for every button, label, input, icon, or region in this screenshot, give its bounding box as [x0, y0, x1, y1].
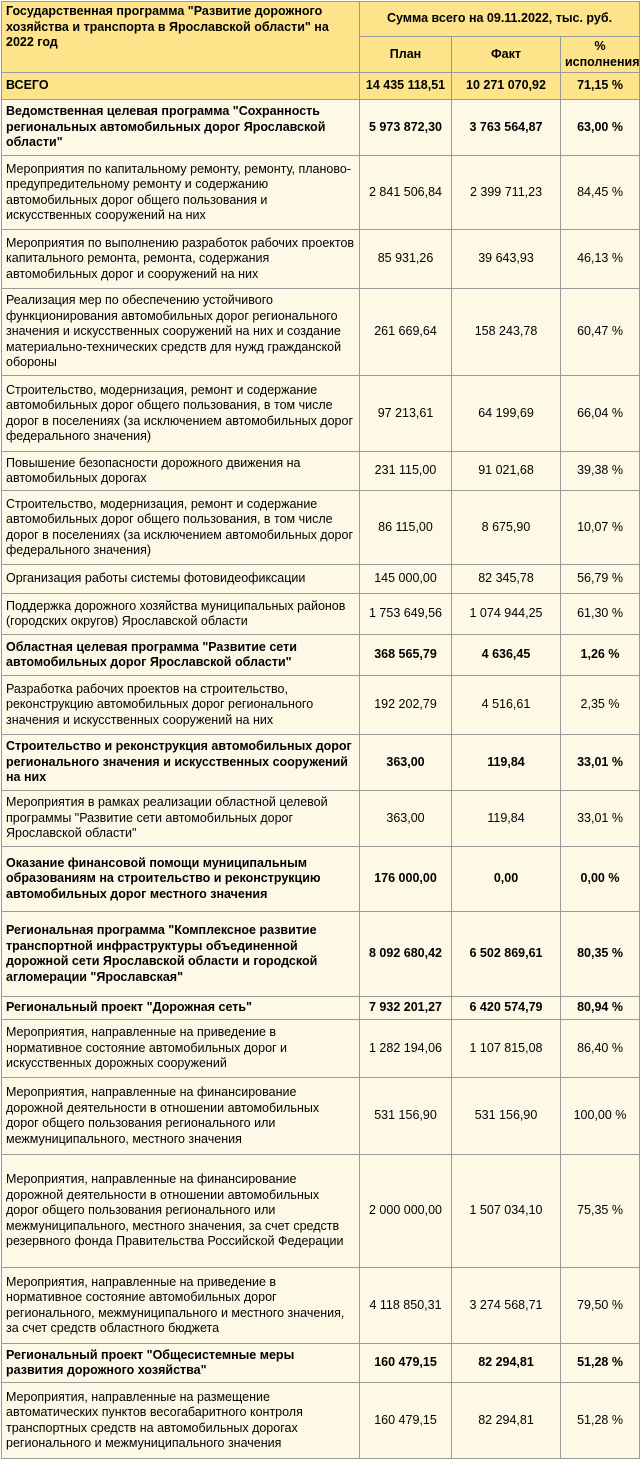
table-row [2, 1344, 640, 1383]
plan-header: План [360, 37, 452, 73]
row-fact: 2 399 711,23 [452, 156, 561, 230]
table-row [2, 1383, 640, 1459]
row-fact: 39 643,93 [452, 230, 561, 289]
row-name: Мероприятия, направленные на приведение в нормативное состояние автомобильных дорог и искусственных дорожных сооружений [2, 1020, 360, 1078]
row-fact: 64 199,69 [452, 376, 561, 452]
percent-header: % исполнения [561, 37, 640, 73]
row-fact: 4 636,45 [452, 635, 561, 676]
total-fact: 10 271 070,92 [452, 73, 561, 100]
row-fact: 91 021,68 [452, 452, 561, 491]
row-name: Мероприятия по выполнению разработок рабочих проектов капитального ремонта, ремонта, содержания автомобильных дорог и сооружений на них [2, 230, 360, 289]
row-plan: 8 092 680,42 [360, 912, 452, 997]
row-percent: 75,35 % [561, 1155, 640, 1268]
row-percent: 51,28 % [561, 1344, 640, 1383]
row-name: Разработка рабочих проектов на строительство, реконструкцию автомобильных дорог регионального значения и искусственных сооружений на них [2, 676, 360, 735]
row-plan: 1 282 194,06 [360, 1020, 452, 1078]
table-row [2, 491, 640, 565]
table-row [2, 676, 640, 735]
header-row [2, 2, 640, 37]
row-plan: 85 931,26 [360, 230, 452, 289]
row-percent: 51,28 % [561, 1383, 640, 1459]
row-name: Региональная программа "Комплексное развитие транспортной инфраструктуры объединенной дорожной сети Ярославской области и городской агломерации "Ярославская" [2, 912, 360, 997]
table-row [2, 735, 640, 791]
row-name: Организация работы системы фотовидеофиксации [2, 565, 360, 594]
row-fact: 158 243,78 [452, 289, 561, 376]
row-fact: 1 074 944,25 [452, 594, 561, 635]
total-label: ВСЕГО [2, 73, 360, 100]
row-fact: 3 274 568,71 [452, 1268, 561, 1344]
row-percent: 60,47 % [561, 289, 640, 376]
row-percent: 46,13 % [561, 230, 640, 289]
row-fact: 3 763 564,87 [452, 100, 561, 156]
row-name: Мероприятия по капитальному ремонту, ремонту, планово-предупредительному ремонту и содержанию автомобильных дорог общего пользования и искусственных сооружений на них [2, 156, 360, 230]
row-plan: 192 202,79 [360, 676, 452, 735]
row-plan: 7 932 201,27 [360, 997, 452, 1020]
row-fact: 82 294,81 [452, 1383, 561, 1459]
row-percent: 80,35 % [561, 912, 640, 997]
table-row [2, 230, 640, 289]
total-percent: 71,15 % [561, 73, 640, 100]
row-percent: 61,30 % [561, 594, 640, 635]
row-fact: 4 516,61 [452, 676, 561, 735]
program-title: Государственная программа "Развитие дорожного хозяйства и транспорта в Ярославской области" на 2022 год [2, 2, 360, 73]
table-row [2, 847, 640, 912]
row-name: Поддержка дорожного хозяйства муниципальных районов (городских округов) Ярославской области [2, 594, 360, 635]
row-plan: 160 479,15 [360, 1383, 452, 1459]
row-plan: 231 115,00 [360, 452, 452, 491]
table-row [2, 452, 640, 491]
row-plan: 2 000 000,00 [360, 1155, 452, 1268]
row-percent: 86,40 % [561, 1020, 640, 1078]
row-fact: 6 420 574,79 [452, 997, 561, 1020]
row-plan: 531 156,90 [360, 1078, 452, 1155]
total-plan: 14 435 118,51 [360, 73, 452, 100]
table-row [2, 156, 640, 230]
table-row [2, 289, 640, 376]
row-percent: 33,01 % [561, 791, 640, 847]
row-name: Реализация мер по обеспечению устойчивого функционирования автомобильных дорог регионального значения и искусственных сооружений на них и создание материально-технических средств для нужд гражданской обороны [2, 289, 360, 376]
table-row [2, 791, 640, 847]
row-name: Мероприятия, направленные на приведение в нормативное состояние автомобильных дорог регионального, межмуниципального и местного значения, за счет средств областного бюджета [2, 1268, 360, 1344]
row-plan: 2 841 506,84 [360, 156, 452, 230]
row-fact: 6 502 869,61 [452, 912, 561, 997]
row-fact: 1 107 815,08 [452, 1020, 561, 1078]
row-name: Строительство, модернизация, ремонт и содержание автомобильных дорог общего пользования, в том числе дорог в поселениях (за исключением автомобильных дорог федерального значения) [2, 491, 360, 565]
sum-title: Сумма всего на 09.11.2022, тыс. руб. [360, 2, 640, 37]
row-plan: 363,00 [360, 791, 452, 847]
row-name: Мероприятия в рамках реализации областной целевой программы "Развитие сети автомобильных дорог Ярославской области" [2, 791, 360, 847]
row-plan: 5 973 872,30 [360, 100, 452, 156]
table-row [2, 1078, 640, 1155]
budget-table [1, 1, 640, 1459]
row-name: Областная целевая программа "Развитие сети автомобильных дорог Ярославской области" [2, 635, 360, 676]
row-plan: 368 565,79 [360, 635, 452, 676]
table-row [2, 912, 640, 997]
row-percent: 2,35 % [561, 676, 640, 735]
row-fact: 1 507 034,10 [452, 1155, 561, 1268]
row-plan: 261 669,64 [360, 289, 452, 376]
row-name: Мероприятия, направленные на размещение автоматических пунктов весогабаритного контроля транспортных средств на автомобильных дорогах регионального и межмуниципального значения [2, 1383, 360, 1459]
row-fact: 119,84 [452, 791, 561, 847]
row-name: Оказание финансовой помощи муниципальным образованиям на строительство и реконструкцию автомобильных дорог местного значения [2, 847, 360, 912]
fact-header: Факт [452, 37, 561, 73]
row-name: Строительство и реконструкция автомобильных дорог регионального значения и искусственных сооружений на них [2, 735, 360, 791]
row-plan: 4 118 850,31 [360, 1268, 452, 1344]
row-percent: 56,79 % [561, 565, 640, 594]
row-fact: 119,84 [452, 735, 561, 791]
row-percent: 100,00 % [561, 1078, 640, 1155]
table-row [2, 376, 640, 452]
row-name: Строительство, модернизация, ремонт и содержание автомобильных дорог общего пользования, в том числе дорог в поселениях (за исключением автомобильных дорог федерального значения) [2, 376, 360, 452]
row-percent: 80,94 % [561, 997, 640, 1020]
table-row [2, 997, 640, 1020]
row-percent: 10,07 % [561, 491, 640, 565]
row-percent: 63,00 % [561, 100, 640, 156]
table-row [2, 594, 640, 635]
row-plan: 176 000,00 [360, 847, 452, 912]
table-row [2, 100, 640, 156]
row-plan: 160 479,15 [360, 1344, 452, 1383]
row-percent: 0,00 % [561, 847, 640, 912]
row-name: Повышение безопасности дорожного движения на автомобильных дорогах [2, 452, 360, 491]
row-fact: 82 345,78 [452, 565, 561, 594]
row-percent: 33,01 % [561, 735, 640, 791]
row-name: Региональный проект "Общесистемные меры развития дорожного хозяйства" [2, 1344, 360, 1383]
table-row [2, 635, 640, 676]
row-percent: 79,50 % [561, 1268, 640, 1344]
table-row [2, 1155, 640, 1268]
row-plan: 86 115,00 [360, 491, 452, 565]
row-plan: 363,00 [360, 735, 452, 791]
row-percent: 1,26 % [561, 635, 640, 676]
row-plan: 145 000,00 [360, 565, 452, 594]
row-percent: 39,38 % [561, 452, 640, 491]
row-name: Мероприятия, направленные на финансирование дорожной деятельности в отношении автомобильных дорог общего пользования регионального или межмуниципального, местного значения [2, 1078, 360, 1155]
row-fact: 0,00 [452, 847, 561, 912]
row-percent: 84,45 % [561, 156, 640, 230]
row-fact: 8 675,90 [452, 491, 561, 565]
row-plan: 97 213,61 [360, 376, 452, 452]
row-name: Ведомственная целевая программа "Сохранность региональных автомобильных дорог Ярославской области" [2, 100, 360, 156]
row-fact: 531 156,90 [452, 1078, 561, 1155]
row-fact: 82 294,81 [452, 1344, 561, 1383]
row-plan: 1 753 649,56 [360, 594, 452, 635]
row-percent: 66,04 % [561, 376, 640, 452]
table-row [2, 1268, 640, 1344]
table-row [2, 1020, 640, 1078]
row-name: Мероприятия, направленные на финансирование дорожной деятельности в отношении автомобильных дорог общего пользования регионального или межмуниципального, местного значения, за счет средств резервного фонда Правительства Российской Федерации [2, 1155, 360, 1268]
table-row [2, 565, 640, 594]
total-row [2, 73, 640, 100]
row-name: Региональный проект "Дорожная сеть" [2, 997, 360, 1020]
